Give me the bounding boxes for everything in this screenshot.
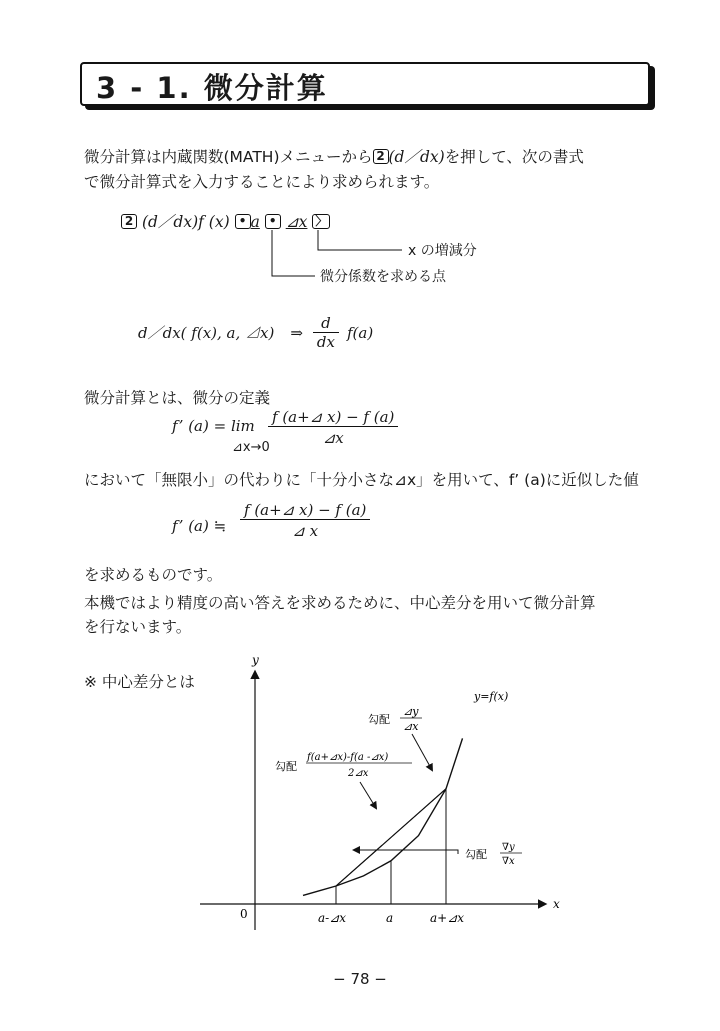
section-title-box: [80, 62, 650, 106]
approx-den: ⊿ x: [240, 519, 370, 540]
definition-lhs: f’ (a) = lim: [172, 417, 255, 435]
formula-frac: [313, 314, 339, 351]
approx-num: f (a+⊿ x) − f (a): [244, 501, 367, 519]
annot-a: 微分係数を求める点: [320, 269, 446, 285]
formula-arrow: ⇒: [290, 323, 303, 342]
syntax-sep-key-1: •: [235, 214, 251, 229]
definition-heading: 微分計算とは、微分の定義: [84, 389, 271, 407]
annot2-den: 2⊿x: [348, 768, 369, 779]
intro-line-2: で微分計算式を入力することにより求められます。: [84, 173, 440, 191]
intro-text-post: を押して、次の書式: [444, 148, 584, 166]
annot1-label: 勾配: [368, 713, 390, 726]
annot3-den: ∇x: [502, 856, 515, 867]
x-axis-label: x: [553, 897, 560, 911]
formula-frac-num: d: [321, 314, 331, 332]
y-axis-label: y: [252, 653, 259, 667]
annot2-num: f(a+⊿x)-f(a -⊿x): [307, 752, 389, 763]
annot3-label: 勾配: [465, 848, 487, 861]
leader-dx: [318, 230, 402, 250]
annot-dx: [408, 239, 477, 263]
approx-text: において「無限小」の代わりに「十分小さな⊿x」を用いて、f’ (a)に近似した値: [84, 471, 639, 489]
definition-lim-sub: ⊿x→0: [232, 440, 270, 455]
note-label: ※ 中心差分とは: [84, 673, 195, 691]
x-tick-a-minus: a-⊿x: [318, 911, 347, 925]
intro-line-1: [84, 145, 584, 169]
intro-text-pre: 微分計算は内蔵関数(MATH)メニューから: [84, 148, 373, 166]
syntax-a: a: [250, 213, 260, 231]
central-difference-chart: [200, 650, 580, 950]
annot3-arrow: [354, 850, 458, 854]
annot3-num: ∇y: [502, 842, 515, 853]
annot2-arrow: [360, 782, 376, 808]
syntax-sep-key-2: •: [265, 214, 281, 229]
key-2: 2: [373, 149, 389, 164]
origin-label: 0: [240, 907, 248, 921]
formula-frac-den: dx: [313, 332, 339, 351]
definition-den: ⊿x: [268, 426, 398, 447]
annot-dx-text: x の増減分: [408, 243, 477, 259]
central-line-1: 本機ではより精度の高い答えを求めるために、中心差分を用いて微分計算: [84, 594, 596, 612]
section-title: 3 - 1. 微分計算: [96, 71, 328, 105]
leader-a: [272, 230, 315, 276]
page-number: − 78 −: [333, 970, 387, 988]
approx-tail: を求めるものです。: [84, 566, 223, 584]
curve-label: y=f(x): [474, 690, 509, 703]
x-tick-a-plus: a+⊿x: [430, 911, 465, 925]
syntax-close-key: 〉: [312, 214, 330, 229]
formula-left: d／dx( f(x), a, ⊿x): [138, 324, 275, 342]
syntax-expr: (d／dx)f (x): [141, 213, 230, 231]
approx-frac: [240, 501, 370, 540]
central-line-2: を行ないます。: [84, 618, 192, 636]
x-tick-a: a: [386, 911, 394, 925]
intro-fn: (d／dx): [388, 148, 445, 166]
display-formula: [138, 314, 373, 351]
formula-right: f(a): [346, 323, 374, 342]
syntax-key-2: 2: [121, 214, 137, 229]
annot1-num: ⊿y: [403, 705, 419, 718]
approx-lhs: f’ (a) ≒: [172, 517, 227, 535]
definition-frac: [268, 408, 398, 447]
annot1-den: ⊿x: [403, 720, 419, 733]
annot2-label: 勾配: [275, 760, 297, 773]
annot1-arrow: [412, 734, 432, 770]
definition-num: f (a+⊿ x) − f (a): [272, 408, 395, 426]
syntax-dx: ⊿x: [285, 213, 308, 231]
